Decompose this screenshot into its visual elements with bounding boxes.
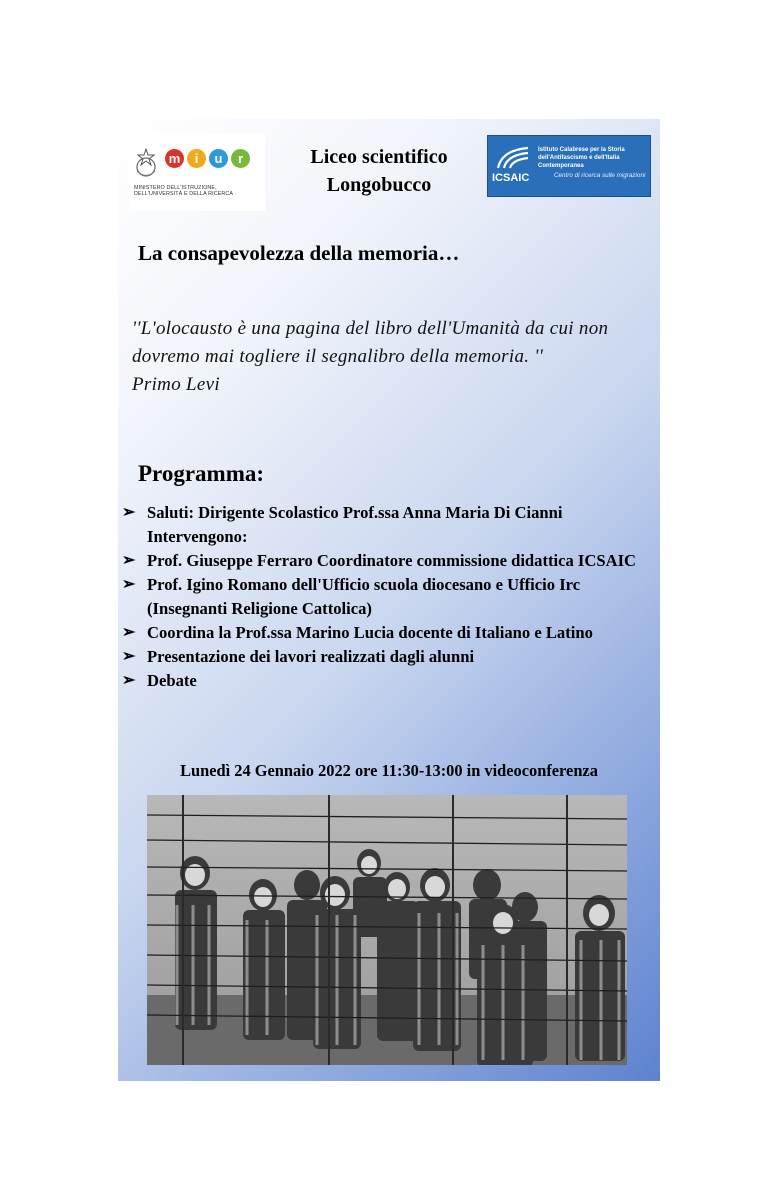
icsaic-arcs-icon — [494, 144, 534, 170]
arrow-bullet-icon: ➢ — [122, 648, 136, 665]
miur-subtitle: MINISTERO DELL'ISTRUZIONE, DELL'UNIVERSITÀ E DELLA RICERCA — [134, 185, 234, 197]
miur-letter-u: u — [209, 149, 228, 168]
program-item — [122, 573, 656, 621]
school-line-2: Longobucco — [326, 174, 432, 196]
miur-letter-i: i — [187, 149, 206, 168]
program-item — [122, 645, 656, 669]
arrow-bullet-icon: ➢ — [122, 624, 136, 641]
program-item — [122, 501, 656, 525]
icsaic-subtitle: Centro di ricerca sulle migrazioni — [554, 172, 646, 179]
poster-title: La consapevolezza della memoria… — [138, 241, 460, 265]
program-item-text: Saluti: Dirigente Scolastico Prof.ssa Anna Maria Di Cianni — [147, 503, 563, 522]
quote-author: Primo Levi — [132, 374, 220, 395]
program-item-text: Coordina la Prof.ssa Marino Lucia docente di Italiano e Latino — [147, 623, 593, 642]
arrow-bullet-icon: ➢ — [122, 552, 136, 569]
quote-text: ''L'olocausto è una pagina del libro dell'Umanità da cui non dovremo mai togliere il segnalibro della memoria. '' — [132, 318, 609, 367]
arrow-bullet-icon: ➢ — [122, 672, 136, 689]
miur-letter-r: r — [231, 149, 250, 168]
school-name — [283, 143, 475, 199]
italian-emblem-icon — [133, 147, 159, 181]
program-item — [122, 621, 656, 645]
children-behind-barbed-wire-image — [147, 795, 627, 1065]
program-item-text: Debate — [147, 671, 197, 690]
miur-letter-m: m — [165, 149, 184, 168]
historical-photo — [147, 795, 627, 1065]
program-heading: Programma: — [138, 461, 265, 486]
arrow-bullet-icon: ➢ — [122, 576, 136, 593]
program-subheading: Intervengono: — [147, 527, 248, 546]
icsaic-logo — [487, 135, 651, 197]
school-line-1: Liceo scientifico — [310, 146, 448, 168]
miur-logo — [129, 133, 265, 211]
icsaic-full-name: Istituto Calabrese per la Storia dell'Antifascismo e dell'Italia Contemporanea — [538, 147, 625, 169]
program-item — [122, 549, 656, 573]
program-list — [122, 501, 656, 693]
program-item-text: Presentazione dei lavori realizzati dagli alunni — [147, 647, 475, 666]
program-item — [122, 669, 656, 693]
icsaic-abbreviation: ICSAIC — [492, 172, 530, 184]
poster — [118, 119, 660, 1081]
program-item-text: Prof. Igino Romano dell'Ufficio scuola diocesano e Ufficio Irc (Insegnanti Religione Cattolica) — [147, 575, 581, 618]
primo-levi-quote — [132, 315, 652, 399]
program-item-text: Prof. Giuseppe Ferraro Coordinatore commissione didattica ICSAIC — [147, 551, 637, 570]
miur-wordmark — [165, 149, 250, 168]
arrow-bullet-icon: ➢ — [122, 504, 136, 521]
event-date: Lunedì 24 Gennaio 2022 ore 11:30-13:00 in videoconferenza — [180, 761, 598, 780]
